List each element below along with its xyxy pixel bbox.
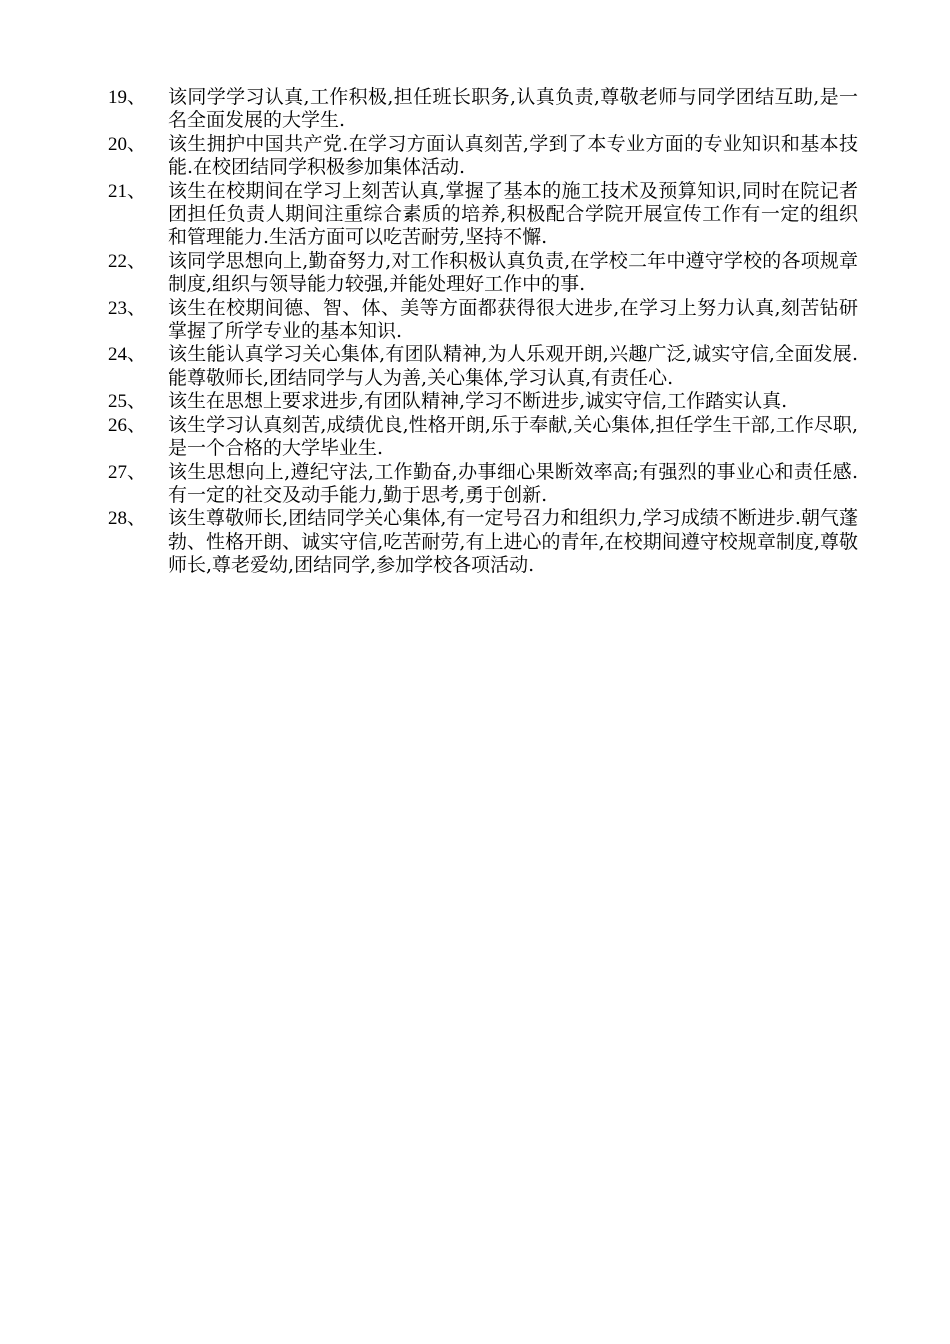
item-text: 该生在校期间德、智、体、美等方面都获得很大进步,在学习上努力认真,刻苦钻研掌握了所学专业的基本知识. [168,296,858,343]
item-number: 25、 [108,391,147,413]
list-item [108,414,858,461]
item-number: 24、 [108,344,147,366]
item-number: 27、 [108,461,147,483]
item-text: 该生在校期间在学习上刻苦认真,掌握了基本的施工技术及预算知识,同时在院记者团担任负责人期间注重综合素质的培养,积极配合学院开展宣传工作有一定的组织和管理能力.生活方面可以吃苦耐劳,坚持不懈. [168,179,858,249]
item-text: 该生思想向上,遵纪守法,工作勤奋,办事细心果断效率高;有强烈的事业心和责任感.有一定的社交及动手能力,勤于思考,勇于创新. [168,460,858,506]
list-item [108,180,858,250]
item-number: 19、 [108,87,147,108]
list-item [108,133,858,180]
item-text: 该生学习认真刻苦,成绩优良,性格开朗,乐于奉献,关心集体,担任学生干部,工作尽职,是一个合格的大学毕业生. [168,413,858,460]
item-number: 23、 [108,297,147,319]
list-item [108,297,858,344]
item-text: 该生能认真学习关心集体,有团队精神,为人乐观开朗,兴趣广泛,诚实守信,全面发展.能尊敬师长,团结同学与人为善,关心集体,学习认真,有责任心. [168,343,858,389]
item-text: 该生尊敬师长,团结同学关心集体,有一定号召力和组织力,学习成绩不断进步.朝气蓬勃、性格开朗、诚实守信,吃苦耐劳,有上进心的青年,在校期间遵守校规章制度,尊敬师长,尊老爱幼,团结同学,参加学校各项活动. [168,507,858,577]
item-number: 21、 [108,180,147,202]
item-number: 26、 [108,414,147,436]
list-item [108,461,858,508]
item-number: 20、 [108,133,147,155]
list-item [108,86,858,133]
list-item [108,507,858,577]
item-text: 该同学学习认真,工作积极,担任班长职务,认真负责,尊敬老师与同学团结互助,是一名全面发展的大学生. [168,86,858,132]
item-number: 28、 [108,508,147,530]
evaluation-list [108,86,858,578]
item-text: 该生拥护中国共产党.在学习方面认真刻苦,学到了本专业方面的专业知识和基本技能.在校团结同学积极参加集体活动. [168,132,858,179]
item-text: 该同学思想向上,勤奋努力,对工作积极认真负责,在学校二年中遵守学校的各项规章制度,组织与领导能力较强,并能处理好工作中的事. [168,249,858,296]
list-item [108,250,858,297]
list-item [108,390,858,413]
list-item [108,343,858,390]
item-number: 22、 [108,250,147,272]
item-text: 该生在思想上要求进步,有团队精神,学习不断进步,诚实守信,工作踏实认真. [168,390,788,413]
